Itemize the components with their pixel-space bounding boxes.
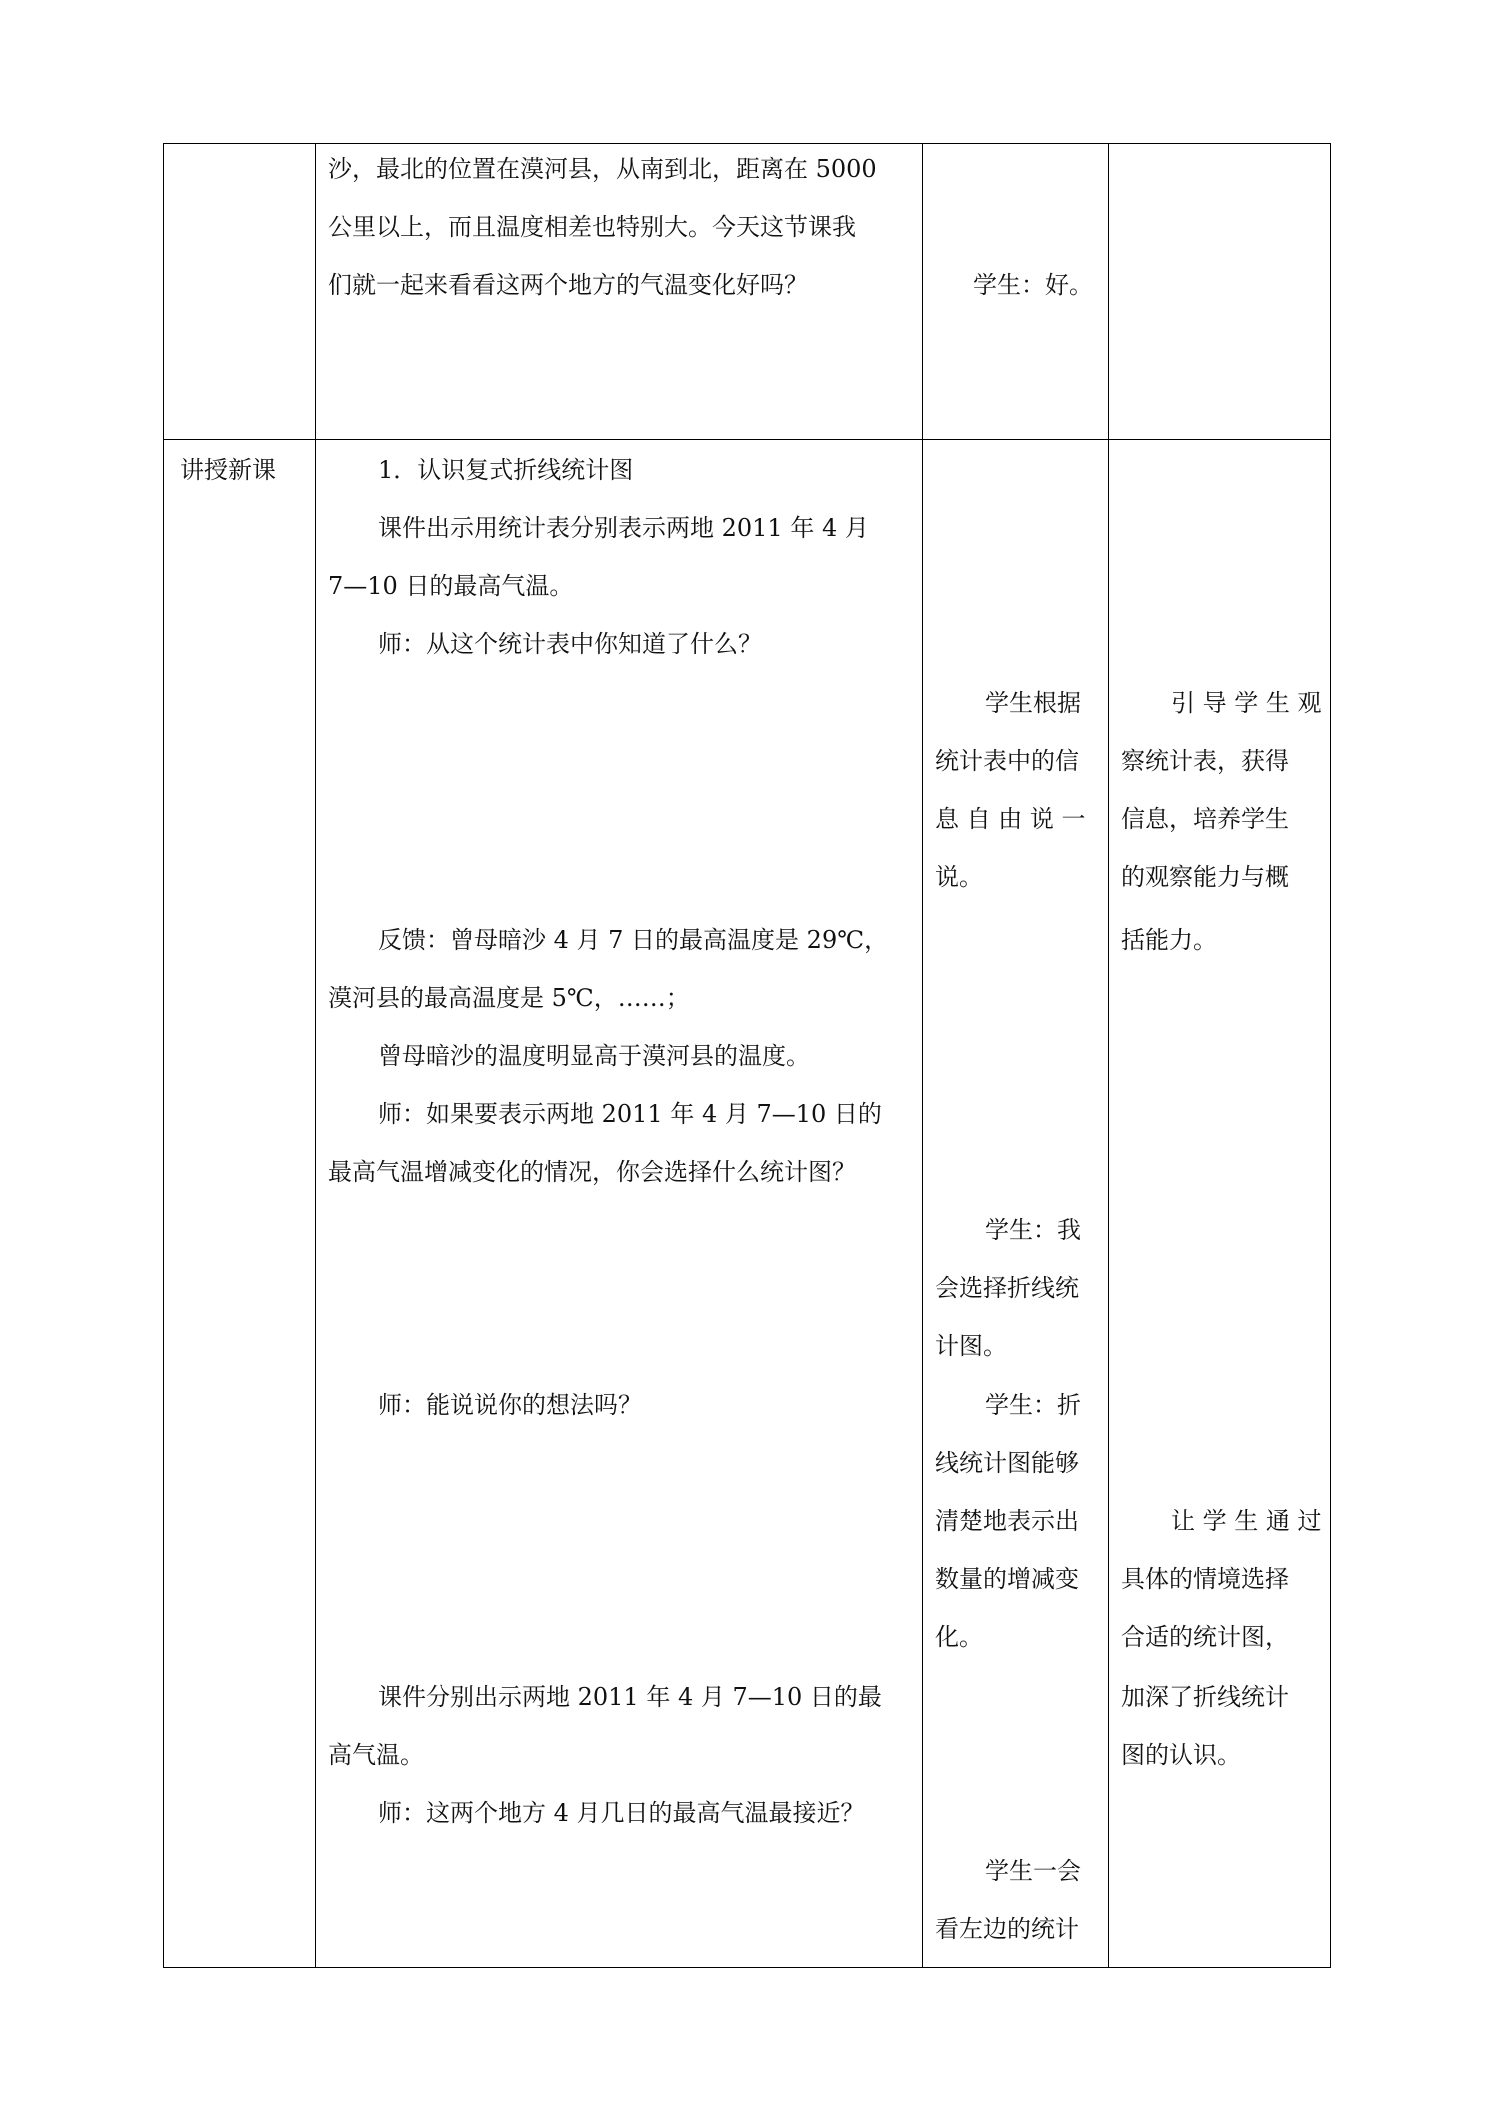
table-row (164, 440, 1331, 1968)
text-line: 师：这两个地方 4 月几日的最高气温最接近？ (378, 1799, 865, 1827)
text-line: 课件出示用统计表分别表示两地 2011 年 4 月 (378, 514, 869, 542)
text-line: 们就一起来看看这两个地方的气温变化好吗？ (328, 271, 808, 299)
teacher-activity-cell (316, 144, 923, 440)
student-activity-cell (923, 440, 1109, 1968)
text-line: 的观察能力与概 (1121, 863, 1289, 891)
text-line: 学生一会 (985, 1857, 1081, 1885)
text-line: 线统计图能够 (935, 1449, 1079, 1477)
teacher-activity-cell (316, 440, 923, 1968)
text-line: 会选择折线统 (935, 1274, 1079, 1302)
text-line: 学生：折 (985, 1391, 1081, 1419)
text-line: 清楚地表示出 (935, 1507, 1079, 1535)
stage-cell (164, 440, 316, 1968)
student-activity-cell (923, 144, 1109, 440)
text-line: 1．认识复式折线统计图 (378, 456, 634, 484)
text-line: 7—10 日的最高气温。 (328, 572, 574, 600)
text-line: 高气温。 (328, 1741, 424, 1769)
text-line: 师：从这个统计表中你知道了什么？ (378, 630, 762, 658)
design-intent-cell (1109, 144, 1331, 440)
text-line: 学生：好。 (973, 271, 1093, 299)
text-line: 具体的情境选择 (1121, 1565, 1289, 1593)
text-line: 学生根据 (985, 689, 1081, 717)
text-line: 看左边的统计 (935, 1915, 1079, 1943)
text-line: 数量的增减变 (935, 1565, 1079, 1593)
text-line: 曾母暗沙的温度明显高于漠河县的温度。 (378, 1042, 810, 1070)
design-intent-cell (1109, 440, 1331, 1968)
text-line: 沙，最北的位置在漠河县，从南到北，距离在 5000 (328, 155, 877, 183)
text-line: 说。 (935, 863, 983, 891)
text-line: 引 导 学 生 观 (1171, 689, 1322, 717)
text-line: 察统计表，获得 (1121, 747, 1289, 775)
text-line: 加深了折线统计 (1121, 1683, 1289, 1711)
text-line: 让 学 生 通 过 (1171, 1507, 1322, 1535)
text-line: 化。 (935, 1623, 983, 1651)
stage-cell (164, 144, 316, 440)
text-line: 括能力。 (1121, 926, 1217, 954)
text-line: 信息，培养学生 (1121, 805, 1289, 833)
table-row (164, 144, 1331, 440)
text-line: 师：如果要表示两地 2011 年 4 月 7—10 日的 (378, 1100, 882, 1128)
text-line: 反馈：曾母暗沙 4 月 7 日的最高温度是 29℃， (378, 926, 889, 954)
text-line: 师：能说说你的想法吗？ (378, 1391, 642, 1419)
text-line: 统计表中的信 (935, 747, 1079, 775)
text-line: 合适的统计图， (1121, 1623, 1289, 1651)
text-line: 息 自 由 说 一 (935, 805, 1086, 833)
text-line: 课件分别出示两地 2011 年 4 月 7—10 日的最 (378, 1683, 882, 1711)
lesson-plan-table (163, 143, 1331, 1968)
text-line: 漠河县的最高温度是 5℃，……； (328, 984, 690, 1012)
text-line: 计图。 (935, 1332, 1007, 1360)
text-line: 学生：我 (985, 1216, 1081, 1244)
text-line: 图的认识。 (1121, 1741, 1241, 1769)
text-line: 最高气温增减变化的情况，你会选择什么统计图？ (328, 1158, 856, 1186)
text-line: 公里以上，而且温度相差也特别大。今天这节课我 (328, 213, 856, 241)
section-label: 讲授新课 (180, 456, 276, 484)
